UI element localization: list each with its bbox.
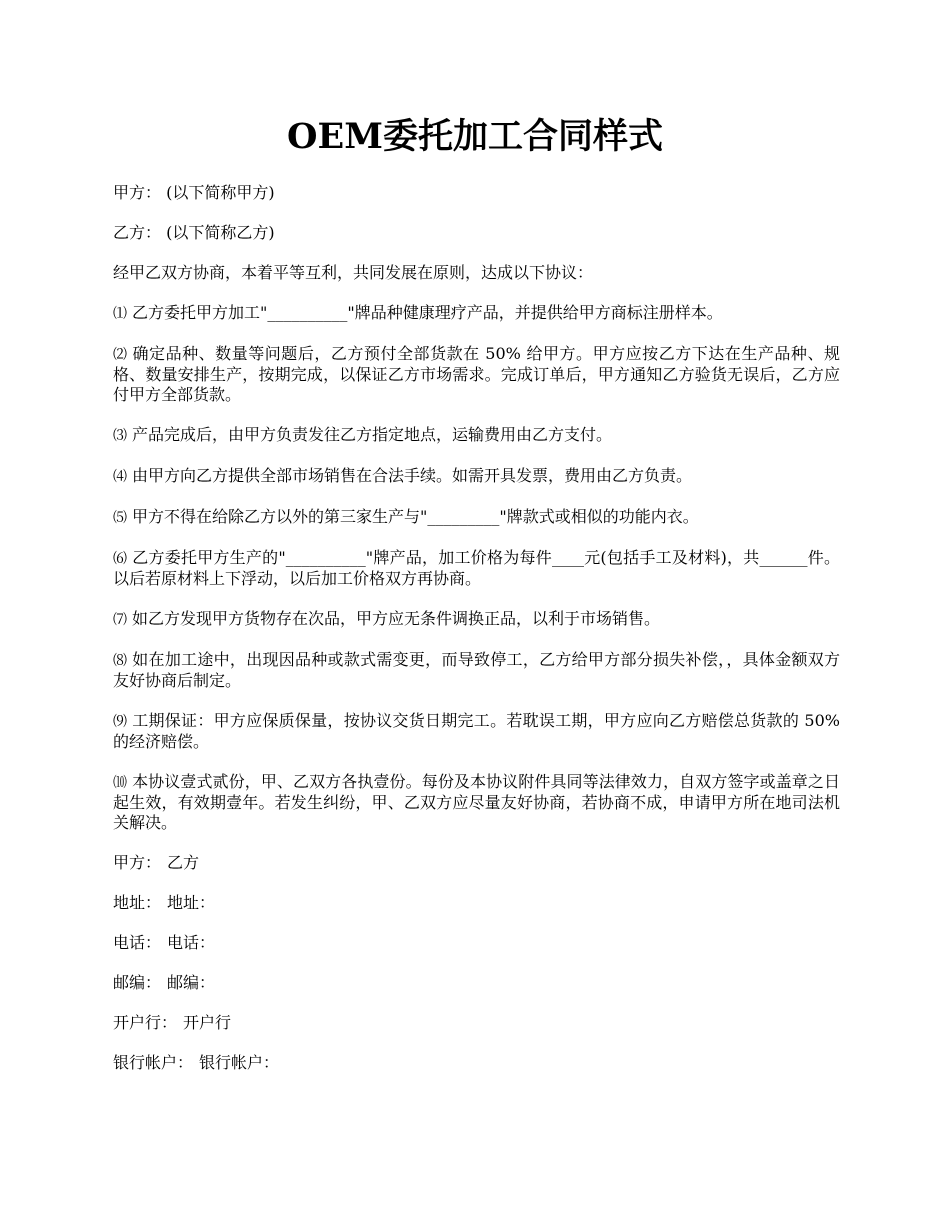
document-title: OEM委托加工合同样式: [287, 116, 663, 157]
clause-number: ⑼: [113, 714, 128, 730]
clause-text: 确定品种、数量等问题后，乙方预付全部货款在 50% 给甲方。甲方应按乙方下达在生产品种、规格、数量安排生产，按期完成，以保证乙方市场需求。完成订单后，甲方通知乙方验货无误后，乙方应付甲方全部货款。: [113, 344, 840, 404]
clause-1: [113, 303, 840, 324]
signature-left-label: 邮编：: [113, 973, 162, 992]
clause-6: [113, 548, 840, 589]
signature-left-label: 甲方：: [113, 853, 162, 872]
clause-text: 本协议壹式贰份，甲、乙双方各执壹份。每份及本协议附件具同等法律效力，自双方签字或盖章之日起生效，有效期壹年。若发生纠纷，甲、乙双方应尽量友好协商，若协商不成，申请甲方所在地司法机关解决。: [113, 772, 840, 832]
signature-right-label: 银行帐户：: [199, 1053, 280, 1072]
signature-left-label: 电话：: [113, 933, 162, 952]
party-a-line: 甲方： (以下简称甲方): [113, 183, 275, 202]
signature-right-label: 邮编：: [167, 973, 216, 992]
signature-row-address: [113, 893, 840, 913]
clause-text: 如乙方发现甲方货物存在次品，甲方应无条件调换正品，以利于市场销售。: [132, 609, 661, 628]
clause-text: 乙方委托甲方生产的"__________"牌产品，加工价格为每件____元(包括手工及材料)，共______件。以后若原材料上下浮动，以后加工价格双方再协商。: [113, 548, 840, 588]
clause-number: ⑺: [113, 612, 127, 628]
clause-2: [113, 344, 840, 405]
party-b-line: 乙方： (以下简称乙方): [113, 223, 275, 242]
clause-4: [113, 466, 840, 487]
clause-text: 甲方不得在给除乙方以外的第三家生产与"_________"牌款式或相似的功能内衣。: [132, 507, 699, 526]
clause-number: ⑸: [113, 510, 127, 526]
signature-row-phone: [113, 933, 840, 953]
signature-row-postcode: [113, 973, 840, 993]
clause-5: [113, 507, 840, 528]
clause-7: [113, 609, 840, 630]
signature-left-label: 地址：: [113, 893, 162, 912]
signature-left-label: 开户行：: [113, 1013, 178, 1032]
signature-left-label: 银行帐户：: [113, 1053, 194, 1072]
clause-text: 如在加工途中，出现因品种或款式需变更，而导致停工，乙方给甲方部分损失补偿，，具体金额双方友好协商后制定。: [113, 650, 840, 690]
clause-number: ⑴: [113, 306, 127, 322]
clause-number: ⑷: [113, 469, 127, 485]
signature-right-label: 开户行: [183, 1013, 232, 1032]
clause-9: [113, 711, 840, 752]
clause-number: ⑻: [113, 653, 128, 669]
clause-number: ⑵: [113, 347, 128, 363]
signature-right-label: 乙方: [167, 853, 200, 872]
clause-8: [113, 650, 840, 691]
intro-paragraph: 经甲乙双方协商，本着平等互利，共同发展在原则，达成以下协议：: [113, 263, 594, 282]
clause-number: ⑹: [113, 551, 128, 567]
signature-row-party: [113, 853, 840, 873]
signature-row-account: [113, 1053, 840, 1073]
clause-text: 乙方委托甲方加工"__________"牌品种健康理疗产品，并提供给甲方商标注册样本。: [132, 303, 723, 322]
clause-text: 产品完成后，由甲方负责发往乙方指定地点，运输费用由乙方支付。: [132, 425, 613, 444]
clause-3: [113, 425, 840, 446]
clause-number: ⑽: [113, 775, 128, 791]
clause-text: 由甲方向乙方提供全部市场销售在合法手续。如需开具发票，费用由乙方负责。: [132, 466, 693, 485]
signature-right-label: 地址：: [167, 893, 216, 912]
document-body: [113, 183, 840, 1093]
clause-10: [113, 772, 840, 833]
signature-right-label: 电话：: [167, 933, 216, 952]
clause-text: 工期保证：甲方应保质保量，按协议交货日期完工。若耽误工期，甲方应向乙方赔偿总货款的 50%的经济赔偿。: [113, 711, 840, 751]
clause-number: ⑶: [113, 428, 127, 444]
signature-row-bank: [113, 1013, 840, 1033]
